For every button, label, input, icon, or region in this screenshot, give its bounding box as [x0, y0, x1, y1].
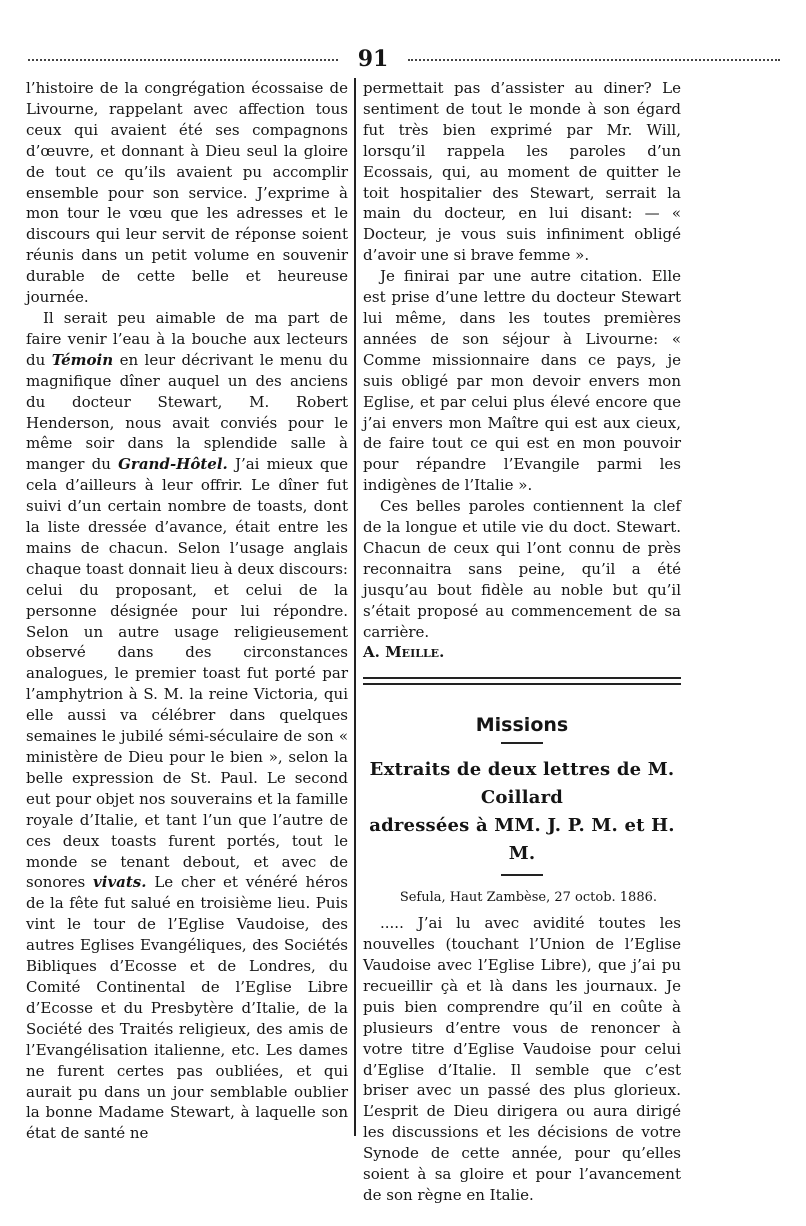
paragraph-toasts — [26, 308, 348, 1144]
paragraph: Je finirai par une autre citation. Elle est prise d’une lettre du docteur Stewart lui même, dans les toutes premières années de son séjour à Livourne: « Comme missionnaire dans ce pays, je suis obligé par mon devoir envers mon Eglise, et par celui plus élevé encore que j’ai envers mon Maître qui est aux cieux, de faire tout ce qui est en mon pouvoir pour répandre l’Evangile parmi les indigènes de l’Italie ». — [363, 267, 681, 495]
dateline: Sefula, Haut Zambèse, 27 octob. 1886. — [399, 890, 657, 906]
right-column — [363, 78, 681, 1206]
paragraph: ..... J’ai lu avec avidité toutes les nouvelles (touchant l’Union de l’Eglise Vaudoise avec l’Eglise Libre), que j’ai pu recueillir çà et là dans les journaux. Je puis bien comprendre qu’il en coûte à plusieurs d’entre vous de renoncer à votre titre d’Eglise Vaudoise pour celui d’Eglise d’Italie. Il semble que c’est briser avec un passé des plus glorieux. L’esprit de Dieu dirigera ou aura dirigé les discussions et les décisions de votre Synode de cette année, pour qu’elles soient à sa gloire et pour l’avancement de son règne en Italie. — [363, 914, 681, 1204]
paragraph: l’histoire de la congrégation écossaise de Livourne, rappelant avec affection tous ceux qui avaient été ses compagnons d’œuvre, et donnant à Dieu seul la gloire de tout ce qu’ils avaient pu accomplir ensemble pour son service. J’exprime à mon tour le vœu que les adresses et le discours qui leur servit de réponse soient réunis dans un petit volume en souvenir durable de cette belle et heureuse journée. — [26, 79, 348, 307]
column-divider — [354, 78, 356, 1136]
paragraph: Ces belles paroles contiennent la clef de la longue et utile vie du doct. Stewart. Chacun de ceux qui l’ont connu de près reconnaitra sans peine, qu’il a été jusqu’au bout fidèle au noble but qu’il s’était proposé au commencement de sa carrière. — [363, 497, 681, 641]
grand-hotel-name: Grand-Hôtel. — [118, 455, 228, 474]
short-divider — [501, 742, 543, 744]
page-number: 91 — [357, 46, 389, 72]
temoin-title: Témoin — [51, 350, 114, 369]
text-run: Il serait peu aimable de ma part de faire venir l’eau à la bouche aux lecteurs du — [26, 308, 348, 369]
section-divider — [363, 677, 681, 685]
vivats-word: vivats. — [93, 873, 147, 892]
text-run: en leur décrivant le menu du magnifique dîner auquel un des anciens du docteur Stewart, M. Robert Henderson, nous avait conviés pour le même soir dans la splendide salle à manger du — [26, 350, 348, 474]
header-rule-left — [28, 59, 338, 61]
header-rule-right — [408, 59, 780, 61]
signature: A. Meille. — [363, 643, 445, 662]
article-title-line-1: Extraits de deux lettres de M. Coillard — [369, 759, 675, 809]
paragraph: permettait pas d’assister au diner? Le sentiment de tout le monde à son égard fut très bien exprimé par Mr. Will, lorsqu’il rappela les paroles d’un Ecossais, qui, au moment de quitter le toit hospitalier des Stewart, serrait la main du docteur, en lui disant: — « Docteur, je vous suis infiniment obligé d’avoir une si brave femme ». — [363, 79, 681, 265]
text-run: Le cher et vénéré héros de la fête fut salué en troisième lieu. Puis vint le tour de l’Eglise Vaudoise, des autres Eglises Evangéliques, des Sociétés Bibliques d’Ecosse et de Londres, du Comité Continental de l’Eglise Libre d’Ecosse et du Presbytère d’Italie, de la Société des Traités religieux, des amis de l’Evangélisation italienne, etc. Les dames ne furent certes pas oubliées, et qui aurait pu dans un jour semblable oublier la bonne Madame Stewart, à laquelle son état de santé ne — [26, 873, 348, 1143]
article-title-line-2: adressées à MM. J. P. M. et H. M. — [369, 815, 675, 865]
left-column — [26, 78, 348, 1144]
text-run: J’ai mieux que cela d’ailleurs à leur offrir. Le dîner fut suivi d’un certain nombre de toasts, dont la liste dressée d’avance, était entre les mains de chacun. Selon l’usage anglais chaque toast donnait lieu à deux discours: celui du proposant, et celui de la personne désignée pour lui répondre. Selon un autre usage religieusement observé dans des circonstances analogues, le premier toast fut porté par l’amphytrion à S. M. la reine Victoria, qui elle aussi va célébrer dans quelques semaines le jubilé sémi-séculaire de son « ministère de Dieu pour le bien », selon la belle expression de St. Paul. Le second eut pour objet nos souverains et la famille royale d’Italie, et tant l’un que l’autre de ces deux toasts furent portés, tout le monde se tenant debout, et avec de sonores — [26, 455, 348, 892]
short-divider — [501, 874, 543, 876]
page-header — [28, 46, 780, 72]
section-title: Missions — [475, 714, 569, 737]
